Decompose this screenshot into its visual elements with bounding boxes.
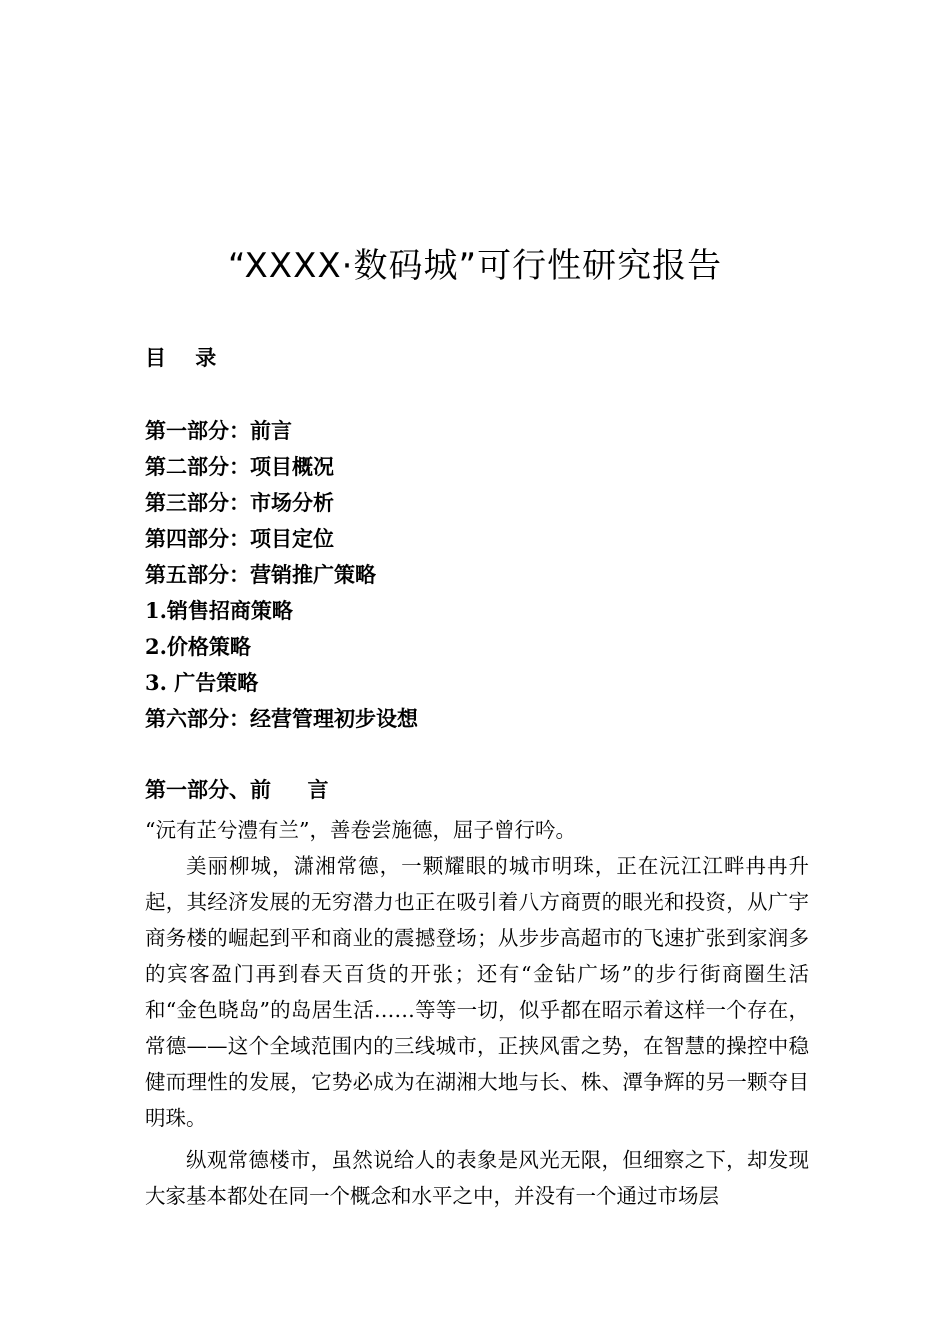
toc-item-part-4: 第四部分：项目定位	[145, 526, 334, 551]
toc-heading: 目 录	[145, 345, 217, 370]
toc-item-part-1: 第一部分：前言	[145, 418, 292, 443]
toc-item-part-5: 第五部分：营销推广策略	[145, 562, 376, 587]
toc-item-part-2: 第二部分：项目概况	[145, 454, 334, 479]
toc-item-sales-strategy: 1.销售招商策略	[145, 598, 293, 623]
paragraph-1: 美丽柳城，潇湘常德，一颗耀眼的城市明珠，正在沅江江畔冉冉升起，其经济发展的无穷潜力也正在吸引着八方商贾的眼光和投资，从广宇商务楼的崛起到平和商业的震撼登场；从步步高超市的飞速扩张到家润多的宾客盈门再到春天百货的开张；还有“金钻广场”的步行街商圈生活和“金色晓岛”的岛居生活……等等一切，似乎都在昭示着这样一个存在，常德——这个全域范围内的三线城市，正挟风雷之势，在智慧的操控中稳健而理性的发展，它势必成为在湖湘大地与长、株、潭争辉的另一颗夺目明珠。	[145, 854, 809, 1130]
section-heading-preface: 第一部分、前 言	[145, 777, 329, 802]
table-of-contents	[145, 413, 805, 737]
toc-item-part-3: 第三部分：市场分析	[145, 490, 334, 515]
paragraph-2: 纵观常德楼市，虽然说给人的表象是风光无限，但细察之下，却发现大家基本都处在同一个概念和水平之中，并没有一个通过市场层	[145, 1148, 809, 1208]
toc-item-ad-strategy: 3. 广告策略	[145, 670, 259, 695]
document-title: “XXXX·数码城”可行性研究报告	[227, 246, 723, 286]
toc-item-part-6: 第六部分：经营管理初步设想	[145, 706, 418, 731]
body-text	[145, 812, 809, 1214]
toc-item-price-strategy: 2.价格策略	[145, 634, 251, 659]
opening-quote: “沅有芷兮澧有兰”，善卷尝施德，屈子曾行吟。	[145, 818, 576, 842]
